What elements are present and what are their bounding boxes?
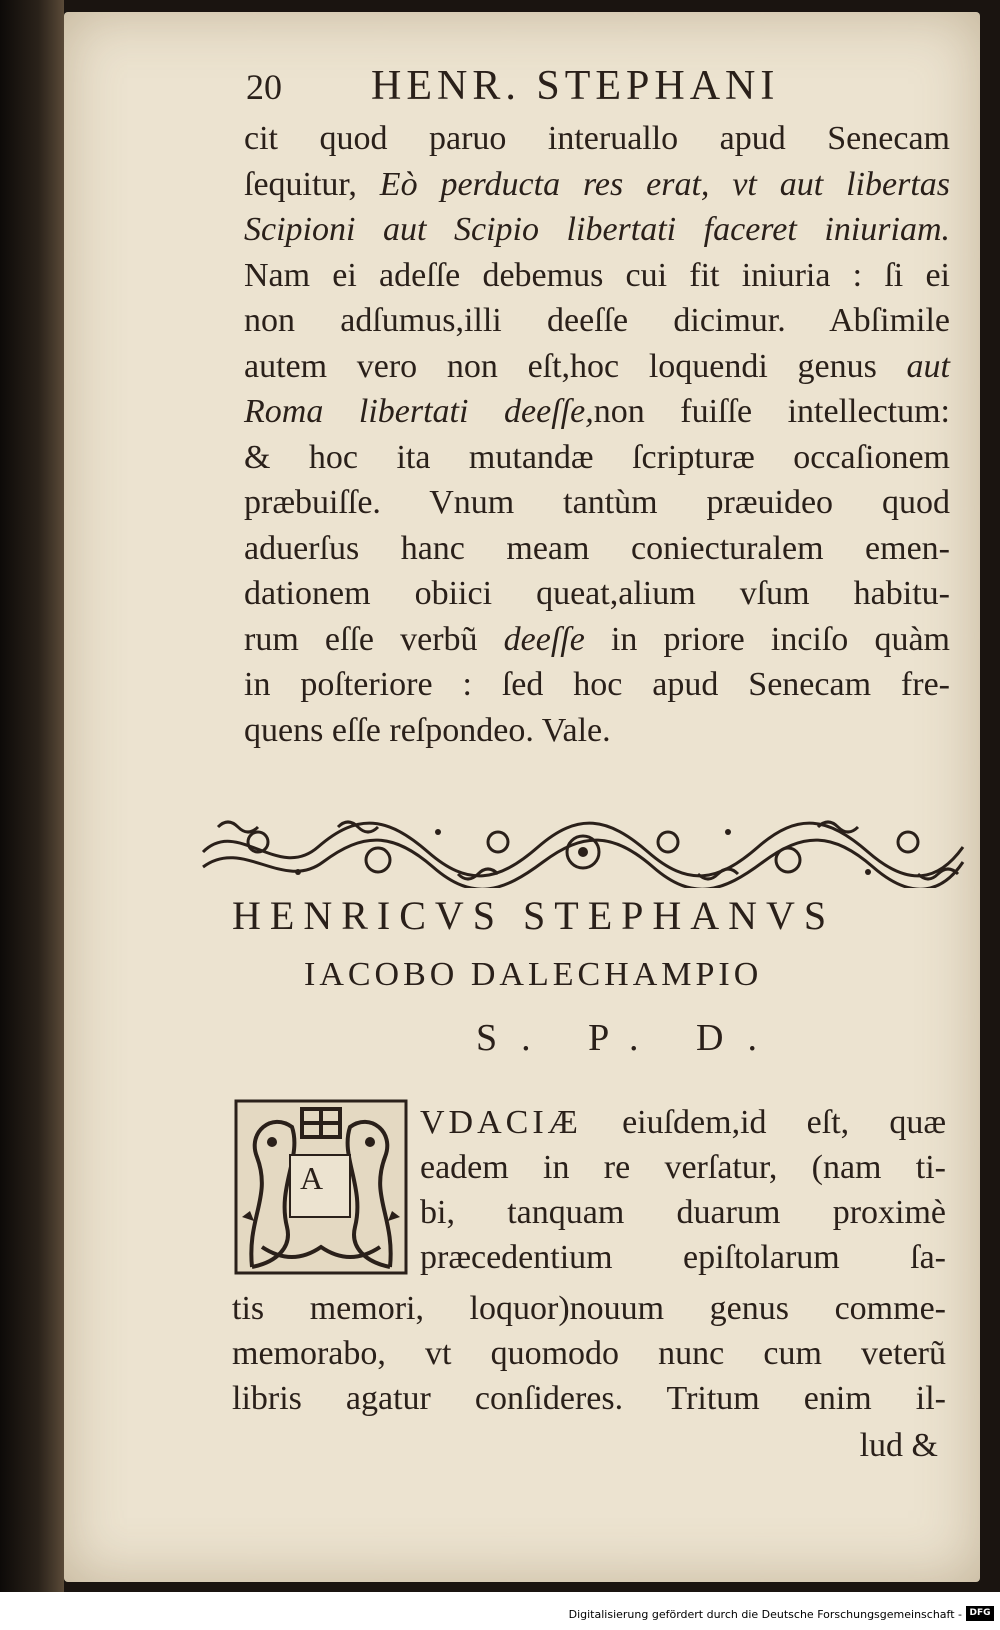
roman-text: præbuiſſe. Vnum tantùm præuideo quod: [244, 484, 950, 521]
page-number: 20: [246, 67, 282, 107]
text-line: [244, 571, 950, 617]
text-line: libris agatur conſideres. Tritum enim il-: [232, 1380, 946, 1417]
letter-salutation: S. P. D.: [476, 1017, 781, 1059]
roman-text: & hoc ita mutandæ ſcripturæ occaſionem: [244, 438, 950, 476]
text-line: [244, 617, 950, 663]
roman-text: ſequitur,: [244, 165, 380, 203]
first-word-rest: VDACIÆ: [420, 1104, 582, 1141]
text-line: [244, 253, 950, 299]
text-line: [244, 344, 950, 390]
new-letter-full-text: [232, 1286, 946, 1421]
book-spine-shadow: [0, 0, 64, 1600]
roman-text: autem vero non eſt,hoc loquendi genus: [244, 347, 907, 385]
roman-text: dationem obiici queat,alium vſum habitu-: [244, 575, 950, 612]
roman-text: non fuiſſe intellectum:: [593, 393, 950, 430]
text-line: memorabo, vt quomodo nunc cum veterũ: [232, 1335, 946, 1372]
text-line: [244, 298, 950, 344]
running-head: HENR. STEPHANI: [371, 63, 780, 109]
catchword: lud &: [859, 1427, 938, 1464]
italic-text: Scipioni aut Scipio libertati faceret iniuriam.: [244, 211, 950, 248]
roman-text: Nam ei adeſſe debemus cui fit iniuria : ſi ei: [244, 256, 950, 294]
letter-heading-recipient: IACOBO DALECHAMPIO: [304, 956, 763, 993]
roman-text: aduerſus hanc meam coniecturalem emen-: [244, 529, 950, 567]
italic-text: aut: [906, 347, 950, 385]
italic-text: Eò perducta res erat, vt aut libertas: [379, 165, 950, 203]
roman-text: non adſumus,illi deeſſe dicimur. Abſimile: [244, 302, 950, 339]
text-line: [244, 435, 950, 481]
text-line: [244, 708, 950, 754]
roman-text: rum eſſe verbũ: [244, 620, 504, 658]
roman-text: in priore inciſo quàm: [584, 620, 950, 658]
text-line: præcedentium epiſtolarum ſa-: [420, 1239, 946, 1276]
text-line: bi, tanquam duarum proximè: [420, 1194, 946, 1231]
text-line: [244, 207, 950, 253]
letter-end-text: [244, 116, 950, 753]
text-line: [244, 162, 950, 208]
text-line: tis memori, loquor)nouum genus comme-: [232, 1290, 946, 1327]
italic-text: deeſſe: [503, 620, 585, 658]
digitization-credit: Digitalisierung gefördert durch die Deutsche Forschungsgemeinschaft -: [568, 1608, 962, 1621]
text-line: [244, 480, 950, 526]
roman-text: in poſteriore : ſed hoc apud Senecam fre-: [244, 666, 950, 703]
text-line: eiuſdem,id eſt, quæ: [622, 1104, 946, 1141]
roman-text: quens eſſe reſpondeo. Vale.: [244, 711, 611, 749]
new-letter-indented-text: [420, 1100, 946, 1280]
initial-letter: A: [300, 1160, 324, 1196]
page-header: [246, 62, 866, 112]
text-line: [244, 389, 950, 435]
text-line: eadem in re verſatur, (nam ti-: [420, 1149, 946, 1186]
italic-text: Roma libertati deeſſe,: [244, 393, 594, 430]
letter-heading-sender: HENRICVS STEPHANVS: [232, 893, 836, 938]
roman-text: cit quod paruo interuallo apud Senecam: [244, 120, 950, 157]
dfg-logo: DFG: [966, 1606, 994, 1621]
text-line: [244, 662, 950, 708]
text-line: [244, 116, 950, 162]
text-line: [244, 526, 950, 572]
decorative-headpiece: [198, 812, 968, 888]
